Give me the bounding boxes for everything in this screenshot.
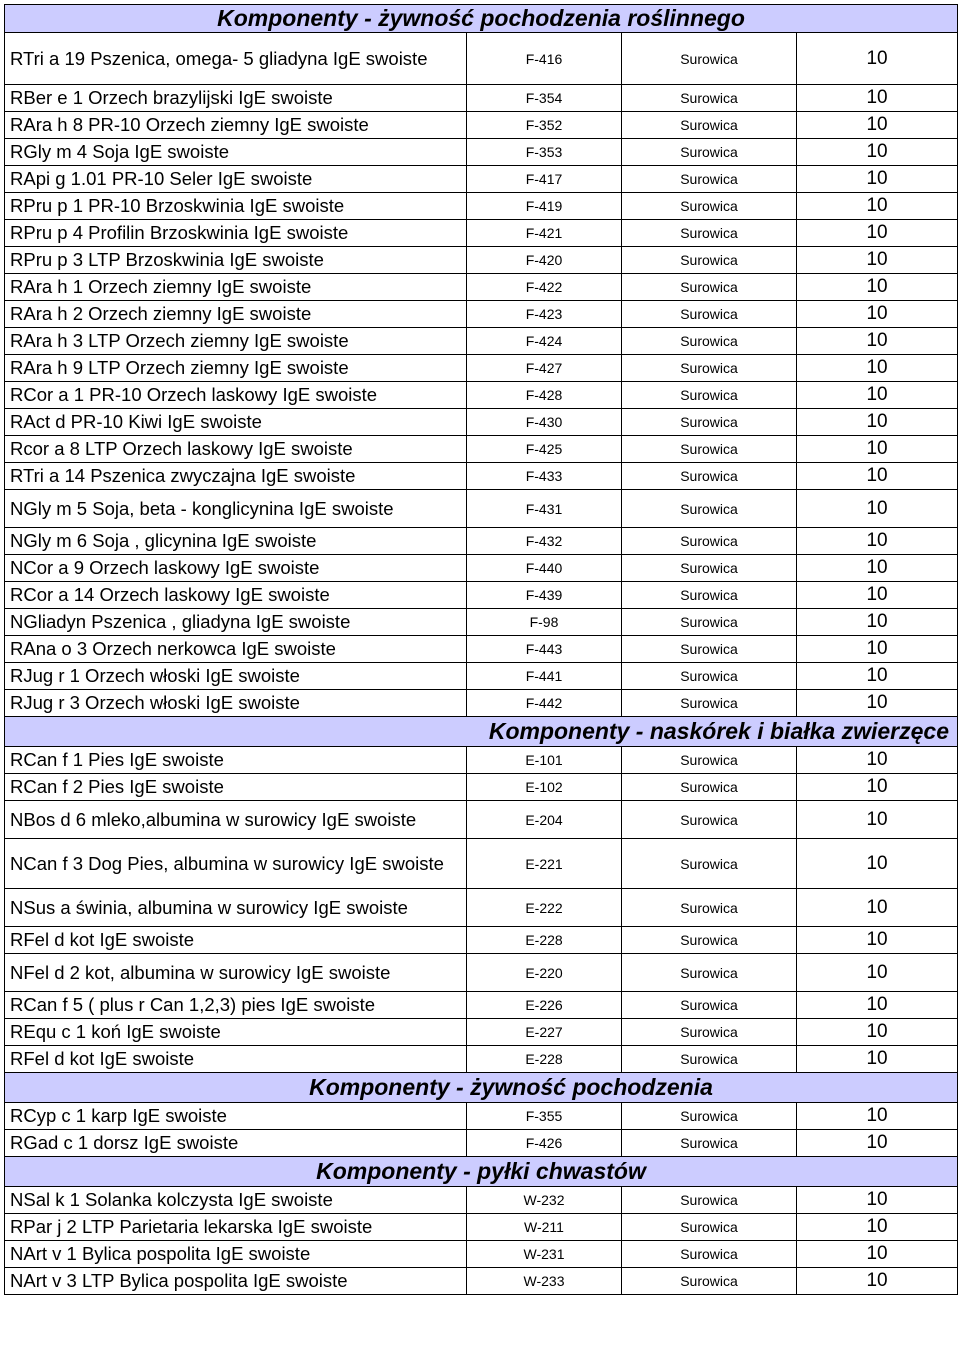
price-list-sheet [4, 4, 958, 1295]
turnaround-value-cell: 10 [797, 954, 958, 992]
test-code-cell: F-422 [467, 274, 622, 301]
turnaround-value-cell: 10 [797, 774, 958, 801]
table-row [5, 889, 958, 927]
table-row [5, 274, 958, 301]
table-row [5, 663, 958, 690]
turnaround-value-cell: 10 [797, 1130, 958, 1157]
test-code-cell: F-432 [467, 528, 622, 555]
table-row [5, 490, 958, 528]
test-code-cell: F-441 [467, 663, 622, 690]
table-row [5, 247, 958, 274]
test-code-cell: F-430 [467, 409, 622, 436]
material-cell: Surowica [622, 582, 797, 609]
test-code-cell: E-227 [467, 1019, 622, 1046]
material-cell: Surowica [622, 1187, 797, 1214]
test-code-cell: F-355 [467, 1103, 622, 1130]
test-name-cell: NGliadyn Pszenica , gliadyna IgE swoiste [5, 609, 467, 636]
table-row [5, 1019, 958, 1046]
test-code-cell: E-222 [467, 889, 622, 927]
test-code-cell: F-433 [467, 463, 622, 490]
turnaround-value-cell: 10 [797, 193, 958, 220]
test-code-cell: F-428 [467, 382, 622, 409]
test-code-cell: E-228 [467, 1046, 622, 1073]
table-row [5, 112, 958, 139]
test-code-cell: F-426 [467, 1130, 622, 1157]
test-code-cell: W-231 [467, 1241, 622, 1268]
test-name-cell: NCor a 9 Orzech laskowy IgE swoiste [5, 555, 467, 582]
table-row [5, 220, 958, 247]
test-name-cell: NArt v 1 Bylica pospolita IgE swoiste [5, 1241, 467, 1268]
test-code-cell: E-102 [467, 774, 622, 801]
material-cell: Surowica [622, 528, 797, 555]
turnaround-value-cell: 10 [797, 436, 958, 463]
turnaround-value-cell: 10 [797, 301, 958, 328]
test-code-cell: W-233 [467, 1268, 622, 1295]
test-name-cell: RGad c 1 dorsz IgE swoiste [5, 1130, 467, 1157]
test-code-cell: F-442 [467, 690, 622, 717]
test-name-cell: RPru p 4 Profilin Brzoskwinia IgE swoiste [5, 220, 467, 247]
test-name-cell: RPar j 2 LTP Parietaria lekarska IgE swoiste [5, 1214, 467, 1241]
material-cell: Surowica [622, 992, 797, 1019]
table-body [5, 5, 958, 1295]
test-code-cell: F-354 [467, 85, 622, 112]
allergen-components-table [4, 4, 958, 1295]
table-row [5, 1268, 958, 1295]
turnaround-value-cell: 10 [797, 112, 958, 139]
test-code-cell: F-427 [467, 355, 622, 382]
test-code-cell: F-417 [467, 166, 622, 193]
test-name-cell: RAna o 3 Orzech nerkowca IgE swoiste [5, 636, 467, 663]
test-name-cell: RFel d kot IgE swoiste [5, 1046, 467, 1073]
material-cell: Surowica [622, 355, 797, 382]
test-name-cell: NBos d 6 mleko,albumina w surowicy IgE swoiste [5, 801, 467, 839]
table-row [5, 166, 958, 193]
test-code-cell: E-101 [467, 747, 622, 774]
material-cell: Surowica [622, 33, 797, 85]
table-row [5, 33, 958, 85]
turnaround-value-cell: 10 [797, 409, 958, 436]
turnaround-value-cell: 10 [797, 582, 958, 609]
section-title: Komponenty - żywność pochodzenia roślinnego [5, 5, 958, 33]
test-code-cell: F-443 [467, 636, 622, 663]
test-name-cell: REqu c 1 koń IgE swoiste [5, 1019, 467, 1046]
material-cell: Surowica [622, 747, 797, 774]
test-code-cell: F-439 [467, 582, 622, 609]
test-code-cell: F-420 [467, 247, 622, 274]
material-cell: Surowica [622, 490, 797, 528]
turnaround-value-cell: 10 [797, 555, 958, 582]
test-name-cell: RAra h 9 LTP Orzech ziemny IgE swoiste [5, 355, 467, 382]
table-row [5, 1103, 958, 1130]
table-row [5, 555, 958, 582]
table-row [5, 1241, 958, 1268]
material-cell: Surowica [622, 382, 797, 409]
test-code-cell: F-419 [467, 193, 622, 220]
material-cell: Surowica [622, 839, 797, 889]
turnaround-value-cell: 10 [797, 1214, 958, 1241]
table-row [5, 747, 958, 774]
test-code-cell: F-352 [467, 112, 622, 139]
table-row [5, 636, 958, 663]
section-header-row [5, 1157, 958, 1187]
material-cell: Surowica [622, 663, 797, 690]
test-code-cell: E-228 [467, 927, 622, 954]
table-row [5, 801, 958, 839]
section-header-row [5, 5, 958, 33]
turnaround-value-cell: 10 [797, 839, 958, 889]
test-code-cell: F-431 [467, 490, 622, 528]
turnaround-value-cell: 10 [797, 528, 958, 555]
table-row [5, 1046, 958, 1073]
material-cell: Surowica [622, 889, 797, 927]
test-name-cell: RAra h 2 Orzech ziemny IgE swoiste [5, 301, 467, 328]
test-name-cell: NArt v 3 LTP Bylica pospolita IgE swoiste [5, 1268, 467, 1295]
test-code-cell: E-204 [467, 801, 622, 839]
table-row [5, 409, 958, 436]
material-cell: Surowica [622, 139, 797, 166]
section-header-row [5, 1073, 958, 1103]
turnaround-value-cell: 10 [797, 1019, 958, 1046]
section-header-row [5, 717, 958, 747]
turnaround-value-cell: 10 [797, 690, 958, 717]
test-name-cell: RTri a 19 Pszenica, omega- 5 gliadyna IgE swoiste [5, 33, 467, 85]
turnaround-value-cell: 10 [797, 636, 958, 663]
material-cell: Surowica [622, 166, 797, 193]
material-cell: Surowica [622, 927, 797, 954]
test-name-cell: RCor a 1 PR-10 Orzech laskowy IgE swoiste [5, 382, 467, 409]
turnaround-value-cell: 10 [797, 463, 958, 490]
test-code-cell: E-221 [467, 839, 622, 889]
material-cell: Surowica [622, 609, 797, 636]
table-row [5, 355, 958, 382]
table-row [5, 954, 958, 992]
test-code-cell: F-423 [467, 301, 622, 328]
turnaround-value-cell: 10 [797, 609, 958, 636]
table-row [5, 839, 958, 889]
test-code-cell: F-425 [467, 436, 622, 463]
section-title: Komponenty - żywność pochodzenia [5, 1073, 958, 1103]
turnaround-value-cell: 10 [797, 247, 958, 274]
test-name-cell: RApi g 1.01 PR-10 Seler IgE swoiste [5, 166, 467, 193]
table-row [5, 139, 958, 166]
table-row [5, 382, 958, 409]
test-name-cell: RAra h 8 PR-10 Orzech ziemny IgE swoiste [5, 112, 467, 139]
material-cell: Surowica [622, 436, 797, 463]
test-name-cell: RJug r 1 Orzech włoski IgE swoiste [5, 663, 467, 690]
material-cell: Surowica [622, 1241, 797, 1268]
turnaround-value-cell: 10 [797, 1187, 958, 1214]
test-name-cell: RCor a 14 Orzech laskowy IgE swoiste [5, 582, 467, 609]
material-cell: Surowica [622, 690, 797, 717]
table-row [5, 301, 958, 328]
table-row [5, 1187, 958, 1214]
test-name-cell: Rcor a 8 LTP Orzech laskowy IgE swoiste [5, 436, 467, 463]
test-name-cell: RAra h 3 LTP Orzech ziemny IgE swoiste [5, 328, 467, 355]
turnaround-value-cell: 10 [797, 889, 958, 927]
table-row [5, 609, 958, 636]
turnaround-value-cell: 10 [797, 1241, 958, 1268]
test-name-cell: RJug r 3 Orzech włoski IgE swoiste [5, 690, 467, 717]
material-cell: Surowica [622, 774, 797, 801]
turnaround-value-cell: 10 [797, 927, 958, 954]
table-row [5, 690, 958, 717]
turnaround-value-cell: 10 [797, 490, 958, 528]
turnaround-value-cell: 10 [797, 274, 958, 301]
test-name-cell: NGly m 6 Soja , glicynina IgE swoiste [5, 528, 467, 555]
turnaround-value-cell: 10 [797, 747, 958, 774]
test-code-cell: E-220 [467, 954, 622, 992]
turnaround-value-cell: 10 [797, 382, 958, 409]
test-code-cell: F-440 [467, 555, 622, 582]
turnaround-value-cell: 10 [797, 1268, 958, 1295]
material-cell: Surowica [622, 555, 797, 582]
test-name-cell: RPru p 1 PR-10 Brzoskwinia IgE swoiste [5, 193, 467, 220]
table-row [5, 328, 958, 355]
material-cell: Surowica [622, 301, 797, 328]
turnaround-value-cell: 10 [797, 328, 958, 355]
turnaround-value-cell: 10 [797, 1103, 958, 1130]
table-row [5, 774, 958, 801]
material-cell: Surowica [622, 85, 797, 112]
test-name-cell: NFel d 2 kot, albumina w surowicy IgE swoiste [5, 954, 467, 992]
test-name-cell: NCan f 3 Dog Pies, albumina w surowicy IgE swoiste [5, 839, 467, 889]
test-code-cell: F-353 [467, 139, 622, 166]
material-cell: Surowica [622, 247, 797, 274]
test-name-cell: RCan f 5 ( plus r Can 1,2,3) pies IgE swoiste [5, 992, 467, 1019]
table-row [5, 463, 958, 490]
table-row [5, 85, 958, 112]
test-code-cell: F-421 [467, 220, 622, 247]
material-cell: Surowica [622, 274, 797, 301]
table-row [5, 1130, 958, 1157]
turnaround-value-cell: 10 [797, 801, 958, 839]
turnaround-value-cell: 10 [797, 355, 958, 382]
test-code-cell: E-226 [467, 992, 622, 1019]
material-cell: Surowica [622, 328, 797, 355]
section-title: Komponenty - naskórek i białka zwierzęce [5, 717, 958, 747]
turnaround-value-cell: 10 [797, 85, 958, 112]
material-cell: Surowica [622, 112, 797, 139]
material-cell: Surowica [622, 1019, 797, 1046]
test-name-cell: NSus a świnia, albumina w surowicy IgE swoiste [5, 889, 467, 927]
material-cell: Surowica [622, 1268, 797, 1295]
material-cell: Surowica [622, 220, 797, 247]
test-code-cell: F-424 [467, 328, 622, 355]
turnaround-value-cell: 10 [797, 992, 958, 1019]
material-cell: Surowica [622, 463, 797, 490]
material-cell: Surowica [622, 1214, 797, 1241]
test-name-cell: RBer e 1 Orzech brazylijski IgE swoiste [5, 85, 467, 112]
test-name-cell: RTri a 14 Pszenica zwyczajna IgE swoiste [5, 463, 467, 490]
test-name-cell: RPru p 3 LTP Brzoskwinia IgE swoiste [5, 247, 467, 274]
test-name-cell: RCyp c 1 karp IgE swoiste [5, 1103, 467, 1130]
turnaround-value-cell: 10 [797, 139, 958, 166]
test-name-cell: RFel d kot IgE swoiste [5, 927, 467, 954]
material-cell: Surowica [622, 954, 797, 992]
test-name-cell: RCan f 1 Pies IgE swoiste [5, 747, 467, 774]
turnaround-value-cell: 10 [797, 220, 958, 247]
table-row [5, 582, 958, 609]
test-name-cell: RGly m 4 Soja IgE swoiste [5, 139, 467, 166]
material-cell: Surowica [622, 1130, 797, 1157]
test-name-cell: RAct d PR-10 Kiwi IgE swoiste [5, 409, 467, 436]
test-name-cell: NSal k 1 Solanka kolczysta IgE swoiste [5, 1187, 467, 1214]
material-cell: Surowica [622, 801, 797, 839]
test-code-cell: W-211 [467, 1214, 622, 1241]
table-row [5, 927, 958, 954]
test-name-cell: RAra h 1 Orzech ziemny IgE swoiste [5, 274, 467, 301]
turnaround-value-cell: 10 [797, 33, 958, 85]
test-name-cell: NGly m 5 Soja, beta - konglicynina IgE swoiste [5, 490, 467, 528]
table-row [5, 193, 958, 220]
turnaround-value-cell: 10 [797, 1046, 958, 1073]
turnaround-value-cell: 10 [797, 663, 958, 690]
test-code-cell: W-232 [467, 1187, 622, 1214]
test-code-cell: F-416 [467, 33, 622, 85]
table-row [5, 528, 958, 555]
table-row [5, 1214, 958, 1241]
material-cell: Surowica [622, 1103, 797, 1130]
material-cell: Surowica [622, 1046, 797, 1073]
material-cell: Surowica [622, 409, 797, 436]
test-code-cell: F-98 [467, 609, 622, 636]
material-cell: Surowica [622, 193, 797, 220]
material-cell: Surowica [622, 636, 797, 663]
turnaround-value-cell: 10 [797, 166, 958, 193]
table-row [5, 436, 958, 463]
section-title: Komponenty - pyłki chwastów [5, 1157, 958, 1187]
table-row [5, 992, 958, 1019]
test-name-cell: RCan f 2 Pies IgE swoiste [5, 774, 467, 801]
